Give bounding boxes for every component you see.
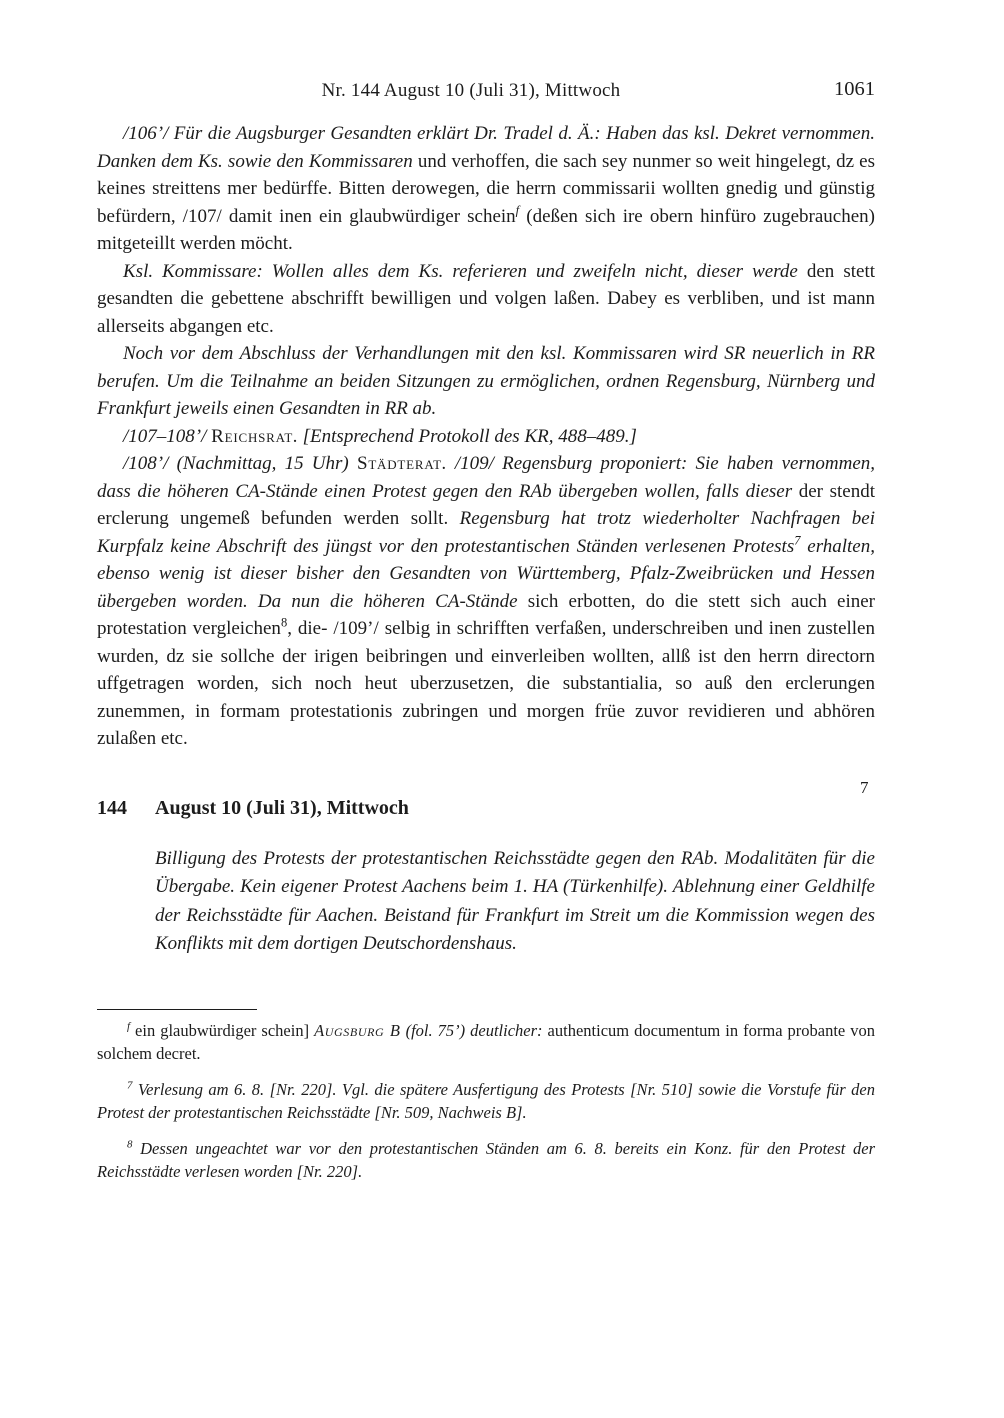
main-text bbox=[97, 120, 875, 753]
text-run: der stendt erclerung ungemeß befunden werden sollt. bbox=[97, 480, 875, 529]
text-run: 7 bbox=[794, 533, 801, 548]
footnotes bbox=[97, 1019, 875, 1184]
text-run: (fol. 75’) deutlicher: bbox=[400, 1020, 543, 1040]
text-run: und verhoffen, die sach sey nunmer so weit hingelegt, dz es keines streittens mer bedürffe. Bitten derowegen, die herrn commissarii wollten gnedig und günstig befürdern, /107/ damit inen ein glaubwürdiger schein bbox=[97, 150, 875, 227]
paragraph-augsburg bbox=[97, 120, 875, 258]
text-run: 8 bbox=[127, 1138, 133, 1150]
page-number: 1061 bbox=[834, 78, 875, 100]
text-run: Städterat bbox=[356, 453, 442, 474]
paragraph-kommissare bbox=[97, 258, 875, 341]
text-run: Noch vor dem Abschluss der Verhandlungen mit den ksl. Kommissaren wird SR neuerlich in RR berufen. Um die Teilnahme an beiden Sitzungen zu ermöglichen, ordnen Regensburg, Nürnberg und Frankfurt jeweils einen Gesandten in RR ab. bbox=[97, 343, 875, 419]
text-run: ein glaubwürdiger schein] bbox=[130, 1020, 315, 1040]
footnote-separator bbox=[97, 1009, 257, 1010]
text-run: /108’/ (Nachmittag, 15 Uhr) bbox=[123, 453, 357, 474]
paragraph-staedterat bbox=[97, 450, 875, 753]
text-run: (deßen sich ire obern hinfüro zugebrauchen) mitgeteillt werden möcht. bbox=[97, 205, 875, 254]
running-head: Nr. 144 August 10 (Juli 31), Mittwoch bbox=[321, 80, 621, 101]
text-run: . /109/ Regensburg proponiert: Sie haben vernommen, dass die höheren CA-Stände einen Protest gegen den RAb übergeben wollen, falls dieser bbox=[97, 453, 875, 502]
text-run: erhalten, ebenso wenig ist dieser bisher den Gesandten von Württemberg, Pfalz-Zweibrücken und Hessen übergeben worden. Da nun die höheren CA-Stände bbox=[97, 535, 875, 612]
margin-note: 7 bbox=[860, 778, 869, 797]
text-run: Augsburg B bbox=[314, 1020, 401, 1040]
paragraph-reichsrat bbox=[97, 423, 875, 451]
text-run: Verlesung am 6. 8. [Nr. 220]. Vgl. die spätere Ausfertigung des Protests [Nr. 510] sowie die Vorstufe für den Protest der protestantischen Reichsstädte [Nr. 509, Nachweis B]. bbox=[97, 1079, 875, 1122]
footnote-8 bbox=[97, 1137, 875, 1184]
page-header bbox=[97, 80, 875, 106]
text-run: sich erbotten, do die stett sich auch einer protestation vergleichen bbox=[97, 590, 875, 639]
text-run: 7 bbox=[127, 1079, 133, 1091]
text-run: Ksl. Kommissare: Wollen alles dem Ks. referieren und zweifeln nicht, dieser werde bbox=[123, 260, 798, 282]
text-run: . [Entsprechend Protokoll des KR, 488–489.] bbox=[293, 425, 637, 447]
text-run: f bbox=[515, 203, 520, 218]
text-run: Dessen ungeachtet war vor den protestantischen Ständen am 6. 8. bereits ein Konz. für den Protest der Reichsstädte verlesen worden [Nr. 220]. bbox=[97, 1138, 875, 1181]
text-run: f bbox=[127, 1020, 131, 1032]
entry-heading bbox=[97, 795, 875, 821]
footnote-f bbox=[97, 1019, 875, 1066]
text-run: Billigung des Protests der protestantischen Reichsstädte gegen den RAb. Modalitäten für die Übergabe. Kein eigener Protest Aachens beim 1. HA (Türkenhilfe). Ablehnung einer Geldhilfe der Reichsstädte für Aachen. Beistand für Frankfurt im Streit um die Kommission wegen des Konflikts mit dem dortigen Deutschordenshaus. bbox=[155, 847, 875, 954]
text-run: authenticum documentum in forma probante von solchem decret. bbox=[97, 1020, 876, 1063]
entry-regest bbox=[155, 845, 875, 959]
footnote-7 bbox=[97, 1078, 875, 1125]
entry-number: 144 bbox=[97, 796, 127, 819]
text-run: , die- /109’/ selbig in schrifften verfaßen, underschreiben und inen zustellen wurden, dz sie sollche der irigen beibringen und einverleiben wollten, allß ist den herrn directorn uffgetragen worden, sich noch heut uberzusetzen, die substantialia, so auß den erclerungen zunemmen, in formam protestationis zubringen und morgen früe zuvor revidieren und abhören zulaßen etc. bbox=[97, 618, 875, 749]
text-run: /106’/ Für die Augsburger Gesandten erklärt Dr. Tradel d. Ä.: Haben das ksl. Dekret vernommen. Danken dem Ks. sowie den Kommissaren bbox=[97, 123, 875, 172]
text-run: Regensburg hat trotz wiederholter Nachfragen bei Kurpfalz keine Abschrift des jüngst vor den protestantischen Ständen verlesenen Protests bbox=[97, 508, 875, 557]
text-run: Reichsrat bbox=[211, 425, 294, 447]
text-run: /107–108’/ bbox=[123, 425, 212, 447]
text-run: 8 bbox=[280, 615, 288, 630]
paragraph-abschluss bbox=[97, 340, 875, 423]
text-run: den stett gesandten die gebettene abschrifft bewilligen und volgen laßen. Dabey es verbliben, und ist mann allerseits abgangen etc. bbox=[97, 260, 876, 337]
entry-title: August 10 (Juli 31), Mittwoch bbox=[155, 796, 409, 819]
